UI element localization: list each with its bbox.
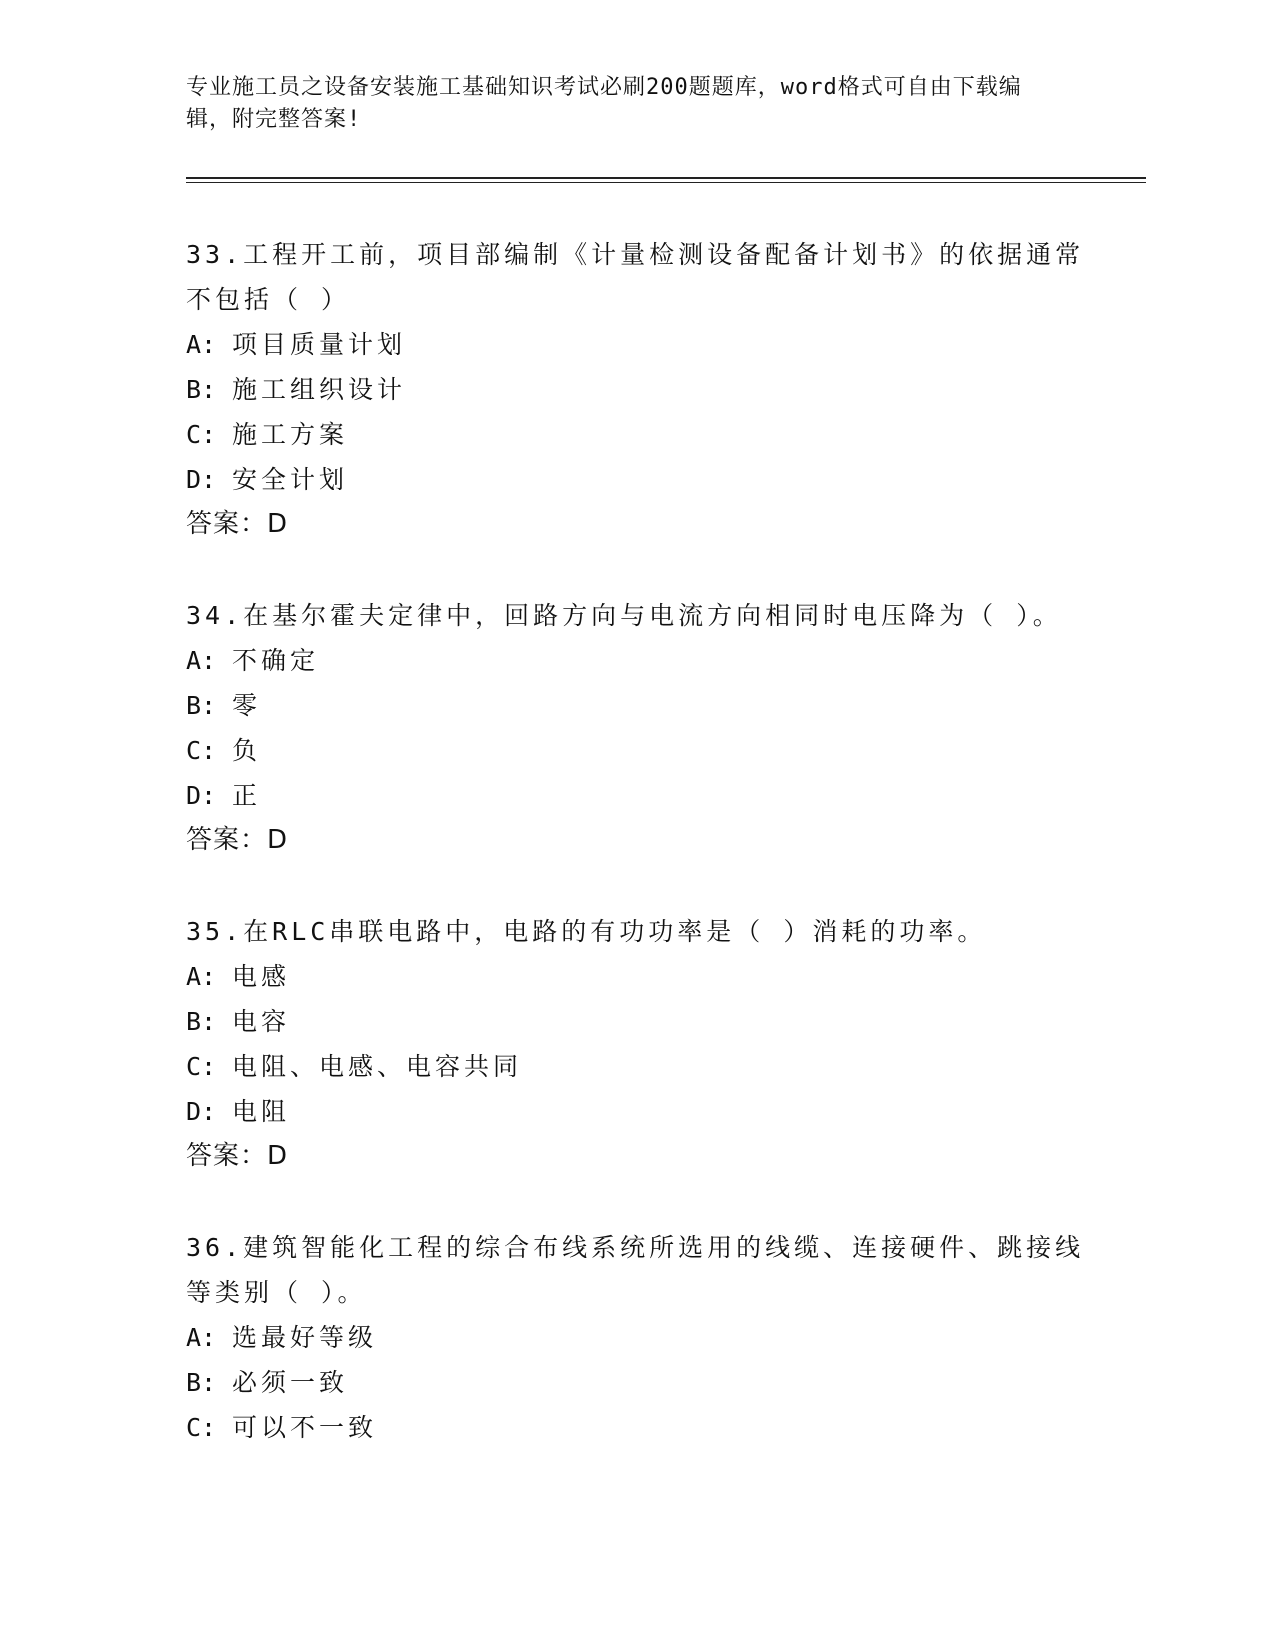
- option-b: [186, 1360, 1086, 1405]
- option-d: [186, 1089, 1086, 1134]
- question-35: [186, 909, 1086, 1179]
- option-b: [186, 999, 1086, 1044]
- option-key: C:: [186, 420, 217, 449]
- question-stem: 33.工程开工前，项目部编制《计量检测设备配备计划书》的依据通常不包括（ ）: [186, 240, 1085, 314]
- option-key: C:: [186, 736, 217, 765]
- question-stem: 34.在基尔霍夫定律中，回路方向与电流方向相同时电压降为（ ）。: [186, 601, 1062, 630]
- option-b: [186, 367, 1086, 412]
- option-text: 电感: [232, 962, 291, 991]
- option-b: [186, 683, 1086, 728]
- header-divider: [186, 177, 1146, 183]
- answer-line: 答案：D: [186, 1141, 289, 1171]
- document-header: 专业施工员之设备安装施工基础知识考试必刷200题题库，word格式可自由下载编辑，附完整答案!: [186, 75, 1022, 132]
- option-a: [186, 638, 1086, 683]
- option-text: 项目质量计划: [232, 330, 407, 359]
- option-key: C:: [186, 1413, 217, 1442]
- option-text: 选最好等级: [232, 1323, 378, 1352]
- option-key: B:: [186, 1007, 217, 1036]
- option-text: 电阻: [232, 1097, 291, 1126]
- option-key: A:: [186, 1323, 217, 1352]
- option-text: 施工方案: [232, 420, 349, 449]
- question-33: [186, 232, 1086, 547]
- option-key: B:: [186, 1368, 217, 1397]
- option-key: B:: [186, 691, 217, 720]
- option-d: [186, 773, 1086, 818]
- question-stem: 36.建筑智能化工程的综合布线系统所选用的线缆、连接硬件、跳接线等类别（ ）。: [186, 1233, 1085, 1307]
- option-text: 负: [232, 736, 262, 765]
- question-list: [186, 232, 1086, 1496]
- answer-line: 答案：D: [186, 509, 289, 539]
- option-key: A:: [186, 646, 217, 675]
- option-key: D:: [186, 781, 217, 810]
- option-text: 安全计划: [232, 465, 349, 494]
- option-text: 正: [232, 781, 262, 810]
- option-c: [186, 1405, 1086, 1450]
- option-text: 不确定: [232, 646, 320, 675]
- option-c: [186, 1044, 1086, 1089]
- option-text: 必须一致: [232, 1368, 349, 1397]
- option-c: [186, 412, 1086, 457]
- option-key: B:: [186, 375, 217, 404]
- question-36: [186, 1225, 1086, 1450]
- option-key: C:: [186, 1052, 217, 1081]
- option-text: 可以不一致: [232, 1413, 378, 1442]
- option-text: 施工组织设计: [232, 375, 407, 404]
- option-text: 电阻、电感、电容共同: [232, 1052, 523, 1081]
- option-key: A:: [186, 330, 217, 359]
- question-stem: 35.在RLC串联电路中，电路的有功功率是（ ）消耗的功率。: [186, 917, 987, 946]
- option-c: [186, 728, 1086, 773]
- option-text: 零: [232, 691, 262, 720]
- option-key: D:: [186, 465, 217, 494]
- option-d: [186, 457, 1086, 502]
- question-34: [186, 593, 1086, 863]
- option-text: 电容: [232, 1007, 291, 1036]
- option-a: [186, 322, 1086, 367]
- option-key: D:: [186, 1097, 217, 1126]
- answer-line: 答案：D: [186, 825, 289, 855]
- option-key: A:: [186, 962, 217, 991]
- option-a: [186, 1315, 1086, 1360]
- option-a: [186, 954, 1086, 999]
